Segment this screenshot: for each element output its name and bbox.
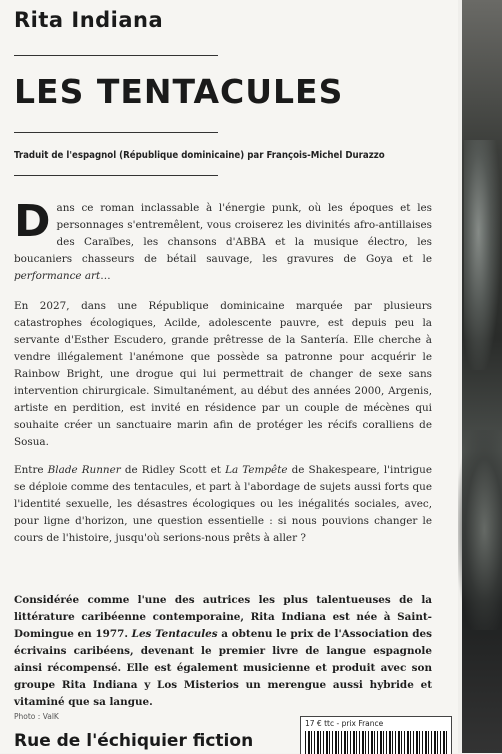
book-title: LES TENTACULES [14,72,344,111]
photo-credit: Photo : ValK [14,712,59,721]
blurb-paragraph-2: En 2027, dans une République dominicaine marquée par plusieurs catastrophes écologiques, Acilde, adolescente pauvre, est depuis peu la servante d'Esther Escudero, grande prêtresse de la Santería. Elle cherche à vendre illégalement l'anémone que possède sa patronne pour acquérir le Rainbow Bright, une drogue qui lui permettrait de changer de sexe sans intervention chirurgicale. Simultanément, au début des années 2000, Argenis, artiste en perdition, est invité en résidence par un couple de mécènes qui souhaite créer un sanctuaire marin afin de protéger les récifs coralliens de Sosua. [14,300,432,448]
drop-cap: D [14,196,51,247]
barcode [305,731,447,754]
author-bio: Considérée comme l'une des autrices les plus talentueuses de la littérature caribéenne contemporaine, Rita Indiana est née à Saint-Domingue en 1977. Les Tentacules a obtenu le prix de l'Association des écrivains caribéens, devenant le premier livre de langue espagnole ainsi récompensé. Elle est également musicienne et produit avec son groupe Rita Indiana y Los Misterios un merengue aussi hybride et vitaminé que sa langue. [14,594,432,708]
blurb-paragraph-3: Entre Blade Runner de Ridley Scott et La Tempête de Shakespeare, l'intrigue se déploie comme des tentacules, et part à l'abordage de sujets aussi forts que l'identité sexuelle, les désastres écologiques ou les inégalités sociales, avec, pour ligne d'horizon, une question essentielle : si nous pouvions changer le cours de l'histoire, jusqu'où serions-nous prêts à aller ? [14,464,432,544]
author-name: Rita Indiana [14,8,164,32]
price-label: 17 € ttc - prix France [305,719,384,728]
divider [14,55,218,56]
publisher-name: Rue de l'échiquier fiction [14,731,254,751]
price-barcode-box [300,716,452,754]
divider [14,132,218,133]
blurb-paragraph-1: Dans ce roman inclassable à l'énergie punk, où les époques et les personnages s'entremêlent, vous croiserez les divinités afro-antillaises des Caraïbes, les chansons d'ABBA et la musique électro, les boucaniers chasseurs de bétail sauvage, les gravures de Goya et le performance art… [14,196,432,282]
cover-photo-edge [458,0,502,753]
divider [14,175,218,176]
translator-line: Traduit de l'espagnol (République dominicaine) par François-Michel Durazzo [14,150,385,161]
